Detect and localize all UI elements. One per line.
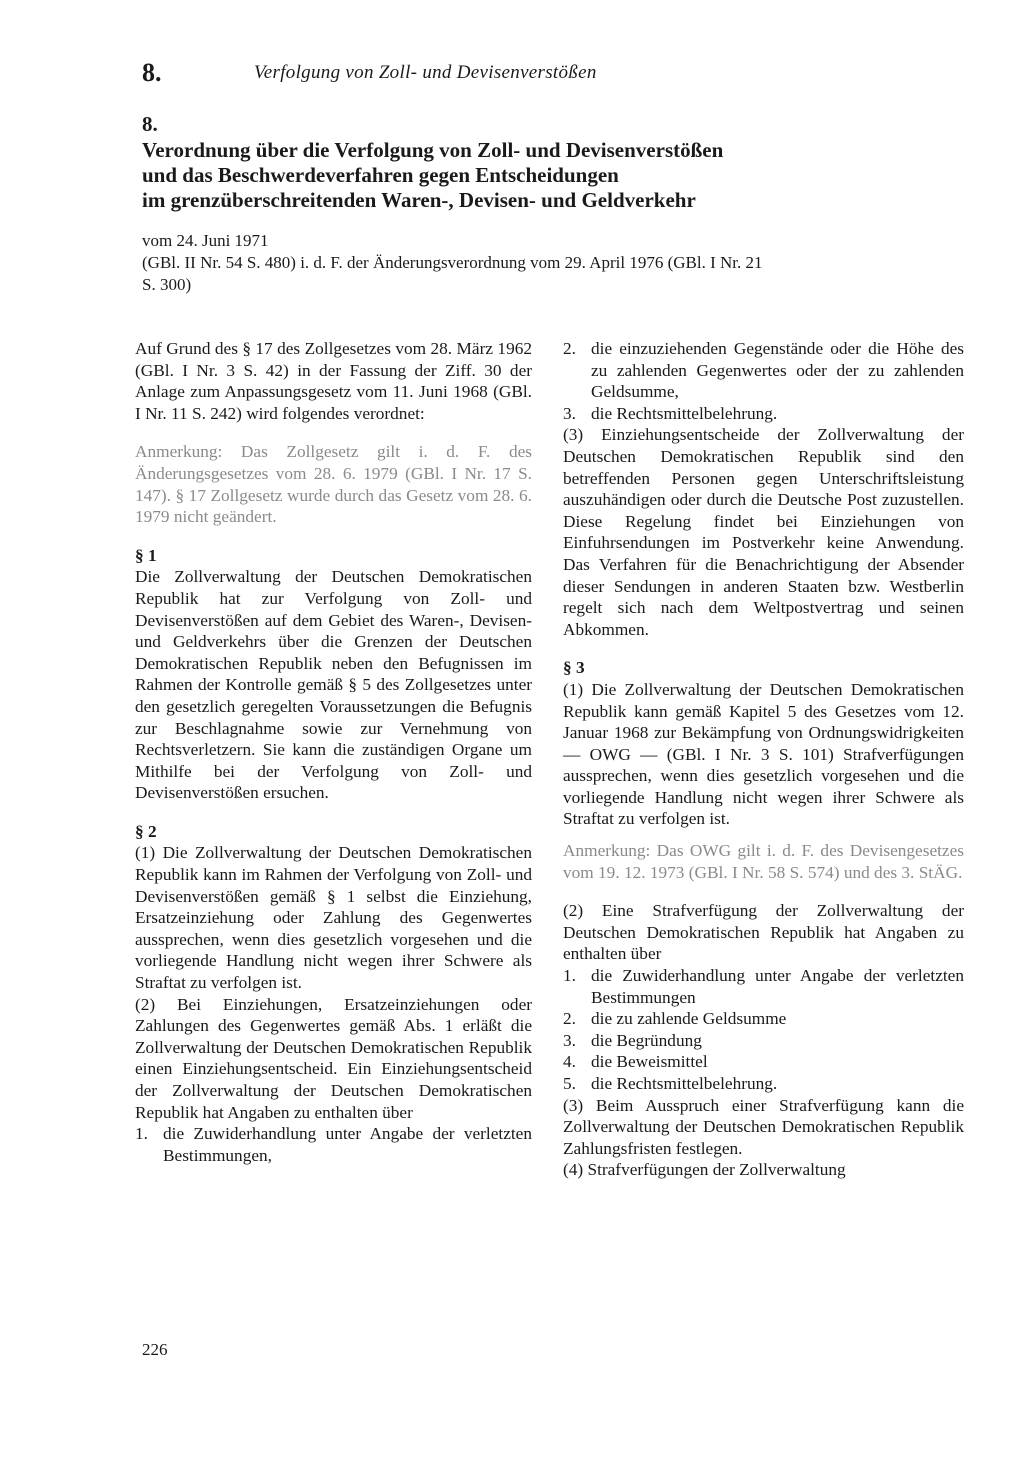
- citation-line: vom 24. Juni 1971: [142, 231, 269, 250]
- preamble: Auf Grund des § 17 des Zollgesetzes vom 28. März 1962 (GBl. I Nr. 3 S. 42) in der Fassung der Ziff. 30 der Anlage zum Anpassungsgesetz vom 11. Juni 1968 (GBl. I Nr. 11 S. 242) wird folgendes verordnet:: [135, 339, 532, 423]
- page-number: 226: [142, 1340, 168, 1359]
- list-item-number: 5.: [563, 1074, 576, 1093]
- list-item-text: die Zuwiderhandlung unter Angabe der verletzten Bestimmungen,: [163, 1124, 532, 1165]
- section-1-heading: § 1: [135, 545, 157, 565]
- running-head: [142, 58, 842, 88]
- document-citation: [142, 230, 982, 296]
- list-item: [563, 1073, 964, 1095]
- list-item-text: die Zuwiderhandlung unter Angabe der verletzten Bestimmungen: [591, 966, 964, 1007]
- list-item-number: 1.: [135, 1124, 148, 1144]
- citation-line: S. 300): [142, 275, 192, 294]
- document-title-line: im grenzüberschreitenden Waren-, Devisen- und Geldverkehr: [142, 188, 696, 212]
- list-item-text: die Beweismittel: [591, 1052, 708, 1072]
- list-item-number: 4.: [563, 1052, 576, 1072]
- document-title-line: Verordnung über die Verfolgung von Zoll- und Devisenverstößen: [142, 138, 724, 162]
- document-number: 8.: [142, 112, 158, 136]
- list-item-text: die Rechtsmittelbelehrung.: [591, 1074, 778, 1093]
- section-2-paragraph-2: (2) Bei Einziehungen, Ersatzeinziehungen oder Zahlungen des Gegenwertes gemäß Abs. 1 erläßt die Zollverwaltung der Deutschen Demokratischen Republik einen Einziehungsentscheid. Ein Einziehungsentscheid der Zollverwaltung der Deutschen Demokratischen Republik hat Angaben zu enthalten über: [135, 994, 532, 1122]
- document-title: [142, 138, 862, 213]
- list-item-text: die einzuziehenden Gegenstände oder die Höhe des zu zahlenden Gegenwertes oder der zu zahlenden Geldsumme,: [591, 339, 964, 402]
- list-item-text: die Rechtsmittelbelehrung.: [591, 403, 778, 423]
- list-item: [563, 338, 964, 403]
- section-3-paragraph-3: (3) Beim Ausspruch einer Strafverfügung kann die Zollverwaltung der Deutschen Demokratischen Republik Zahlungsfristen festlegen.: [563, 1095, 964, 1158]
- list-item: [563, 1051, 964, 1073]
- list-item: [563, 403, 964, 425]
- document-title-line: und das Beschwerdeverfahren gegen Entscheidungen: [142, 163, 619, 187]
- list-item-number: 2.: [563, 1009, 576, 1029]
- running-head-title: Verfolgung von Zoll- und Devisenverstößen: [254, 62, 597, 83]
- list-item-text: die zu zahlende Geldsumme: [591, 1009, 787, 1029]
- list-item-number: 3.: [563, 403, 576, 423]
- right-column: [563, 338, 964, 1181]
- list-item: [563, 1008, 964, 1030]
- annotation-note: Anmerkung: Das Zollgesetz gilt i. d. F. des Änderungsgesetzes vom 28. 6. 1979 (GBl. I Nr. 17 S. 147). § 17 Zollgesetz wurde durch das Gesetz vom 28. 6. 1979 nicht geändert.: [135, 442, 532, 527]
- left-column: [135, 338, 532, 1166]
- section-2-paragraph-3: (3) Einziehungsentscheide der Zollverwaltung der Deutschen Demokratischen Republik sind den betreffenden Personen gegen Unterschriftsleistung auszuhändigen oder durch die Deutsche Post zuzustellen. Diese Regelung findet bei Einziehungen von Einfuhrsendungen im Postverkehr keine Anwendung. Das Verfahren für die Benachrichtigung der Absender dieser Sendungen in anderen Staaten bzw. Westberlin regelt sich nach dem Weltpostvertrag und seinen Abkommen.: [563, 425, 964, 639]
- list-item: [563, 1030, 964, 1052]
- list-item-text: die Begründung: [591, 1030, 702, 1050]
- list-item: [563, 965, 964, 1008]
- section-3-paragraph-4: (4) Strafverfügungen der Zollverwaltung: [563, 1160, 846, 1180]
- annotation-note: Anmerkung: Das OWG gilt i. d. F. des Devisengesetzes vom 19. 12. 1973 (GBl. I Nr. 58 S. 574) und des 3. StÄG.: [563, 841, 964, 882]
- section-2-paragraph-1: (1) Die Zollverwaltung der Deutschen Demokratischen Republik kann im Rahmen der Verfolgung von Zoll- und Devisenverstößen gemäß § 1 selbst die Einziehung, Ersatzeinziehung oder Zahlung des Gegenwertes aussprechen, wenn dies gesetzlich vorgesehen und die vorliegende Handlung nicht wegen ihrer Schwere als Straftat zu verfolgen ist.: [135, 843, 532, 993]
- section-2-heading: § 2: [135, 821, 157, 841]
- section-3-paragraph-2: (2) Eine Strafverfügung der Zollverwaltung der Deutschen Demokratischen Republik hat Angaben zu enthalten über: [563, 901, 964, 964]
- list-item-number: 2.: [563, 339, 576, 358]
- list-item: [135, 1123, 532, 1166]
- running-head-number: 8.: [142, 58, 162, 87]
- list-item-number: 1.: [563, 966, 576, 986]
- citation-line: (GBl. II Nr. 54 S. 480) i. d. F. der Änderungsverordnung vom 29. April 1976 (GBl. I Nr. 21: [142, 253, 763, 272]
- section-3-paragraph-1: (1) Die Zollverwaltung der Deutschen Demokratischen Republik kann gemäß Kapitel 5 des Gesetzes vom 12. Januar 1968 zur Bekämpfung von Ordnungswidrigkeiten — OWG — (GBl. I Nr. 3 S. 101) Strafverfügungen aussprechen, wenn dies gesetzlich vorgesehen und die vorliegende Handlung nicht wegen ihrer Schwere als Straftat zu verfolgen ist.: [563, 679, 964, 829]
- section-1-text: Die Zollverwaltung der Deutschen Demokratischen Republik hat zur Verfolgung von Zoll- und Devisenverstößen auf dem Gebiet des Waren-, Devisen- und Geldverkehrs über die Grenzen der Deutschen Demokratischen Republik neben den Befugnissen im Rahmen der Kontrolle gemäß § 5 des Zollgesetzes unter den gesetzlich geregelten Voraussetzungen die Befugnis zur Beschlagnahme sowie zur Vernehmung von Rechtsverletzern. Sie kann die zuständigen Organe um Mithilfe bei der Verfolgung von Zoll- und Devisenverstößen ersuchen.: [135, 567, 532, 803]
- section-3-heading: § 3: [563, 658, 585, 678]
- list-item-number: 3.: [563, 1030, 576, 1050]
